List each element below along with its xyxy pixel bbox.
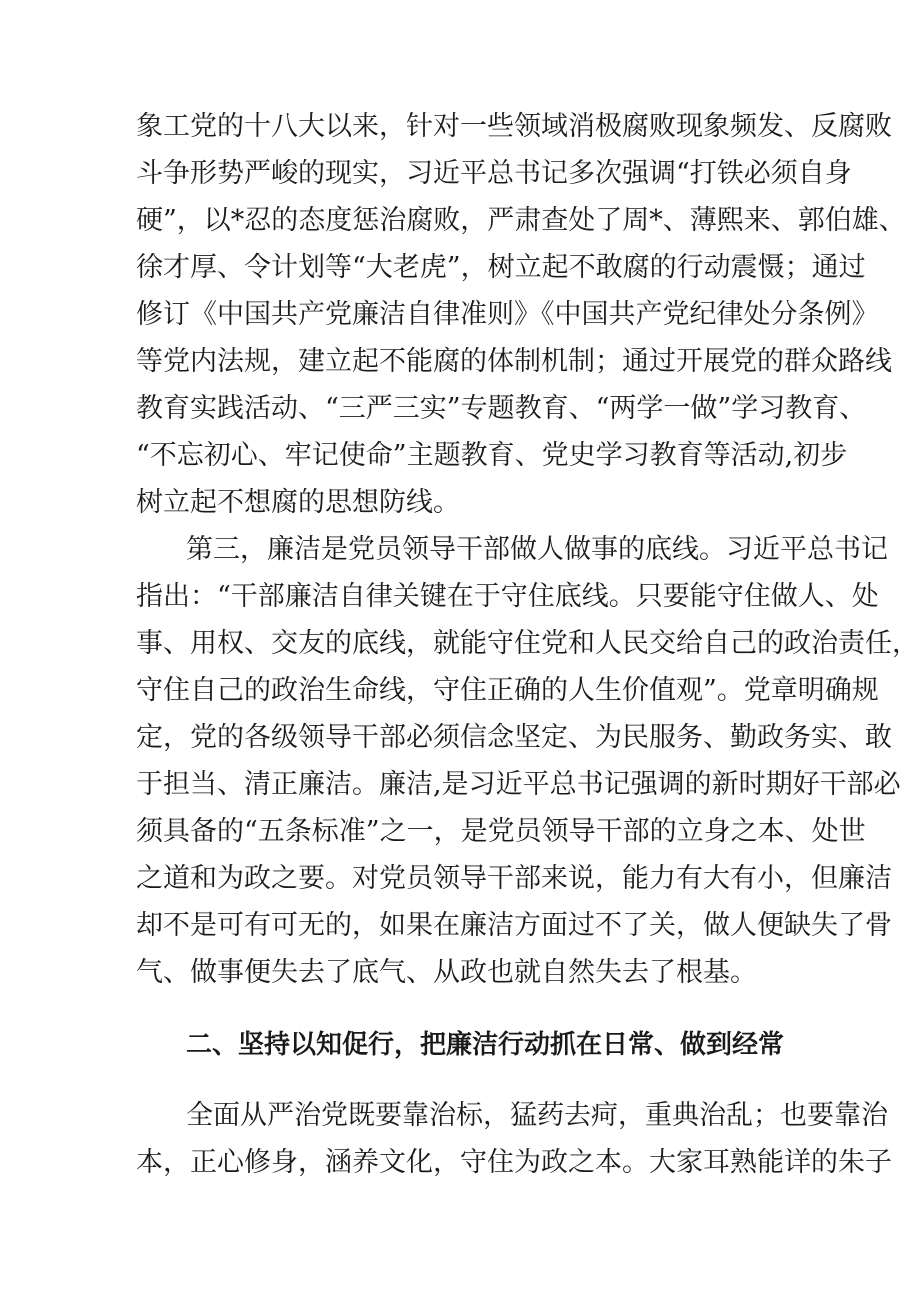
paragraph-line: 之道和为政之要。对党员领导干部来说，能力有大有小，但廉洁 bbox=[136, 863, 892, 894]
section-heading: 二、坚持以知促行，把廉洁行动抓在日常、做到经常 bbox=[186, 1030, 785, 1060]
paragraph-line: 事、用权、交友的底线，就能守住党和人民交给自己的政治责任， bbox=[136, 628, 919, 659]
paragraph-line: 指出：“干部廉洁自律关键在于守住底线。只要能守住做人、处 bbox=[136, 581, 879, 612]
paragraph-line: 树立起不想腐的思想防线。 bbox=[136, 487, 460, 518]
paragraph-line: 却不是可有可无的，如果在廉洁方面过不了关，做人便缺失了骨 bbox=[136, 910, 892, 941]
paragraph-line: 教育实践活动、“三严三实”专题教育、“两学一做”学习教育、 bbox=[136, 393, 867, 424]
paragraph-line: 于担当、清正廉洁。廉洁,是习近平总书记强调的新时期好干部必 bbox=[136, 769, 901, 800]
paragraph-line: 全面从严治党既要靠治标，猛药去疴，重典治乱；也要靠治 bbox=[186, 1100, 888, 1131]
paragraph-line: 气、做事便失去了底气、从政也就自然失去了根基。 bbox=[136, 957, 757, 988]
paragraph-line: 等党内法规，建立起不能腐的体制机制；通过开展党的群众路线 bbox=[136, 346, 892, 377]
paragraph-line: 修订《中国共产党廉洁自律准则》《中国共产党纪律处分条例》 bbox=[136, 299, 879, 330]
paragraph-line: 斗争形势严峻的现实，习近平总书记多次强调“打铁必须自身 bbox=[136, 158, 852, 189]
paragraph-line: 须具备的“五条标准”之一，是党员领导干部的立身之本、处世 bbox=[136, 816, 866, 847]
paragraph-line: “不忘初心、牢记使命”主题教育、党史学习教育等活动,初步 bbox=[136, 440, 848, 471]
paragraph-line: 第三，廉洁是党员领导干部做人做事的底线。习近平总书记 bbox=[186, 534, 888, 565]
paragraph-line: 定，党的各级领导干部必须信念坚定、为民服务、勤政务实、敢 bbox=[136, 722, 892, 753]
paragraph-line: 徐才厚、令计划等“大老虎”，树立起不敢腐的行动震慑；通过 bbox=[136, 252, 866, 283]
paragraph-line: 本，正心修身，涵养文化，守住为政之本。大家耳熟能详的朱子 bbox=[136, 1147, 892, 1178]
paragraph-line: 硬”，以*忍的态度惩治腐败，严肃查处了周*、薄熙来、郭伯雄、 bbox=[136, 205, 906, 236]
paragraph-line: 象工党的十八大以来，针对一些领域消极腐败现象频发、反腐败 bbox=[136, 111, 892, 142]
paragraph-line: 守住自己的政治生命线，守住正确的人生价值观”。党章明确规 bbox=[136, 675, 879, 706]
